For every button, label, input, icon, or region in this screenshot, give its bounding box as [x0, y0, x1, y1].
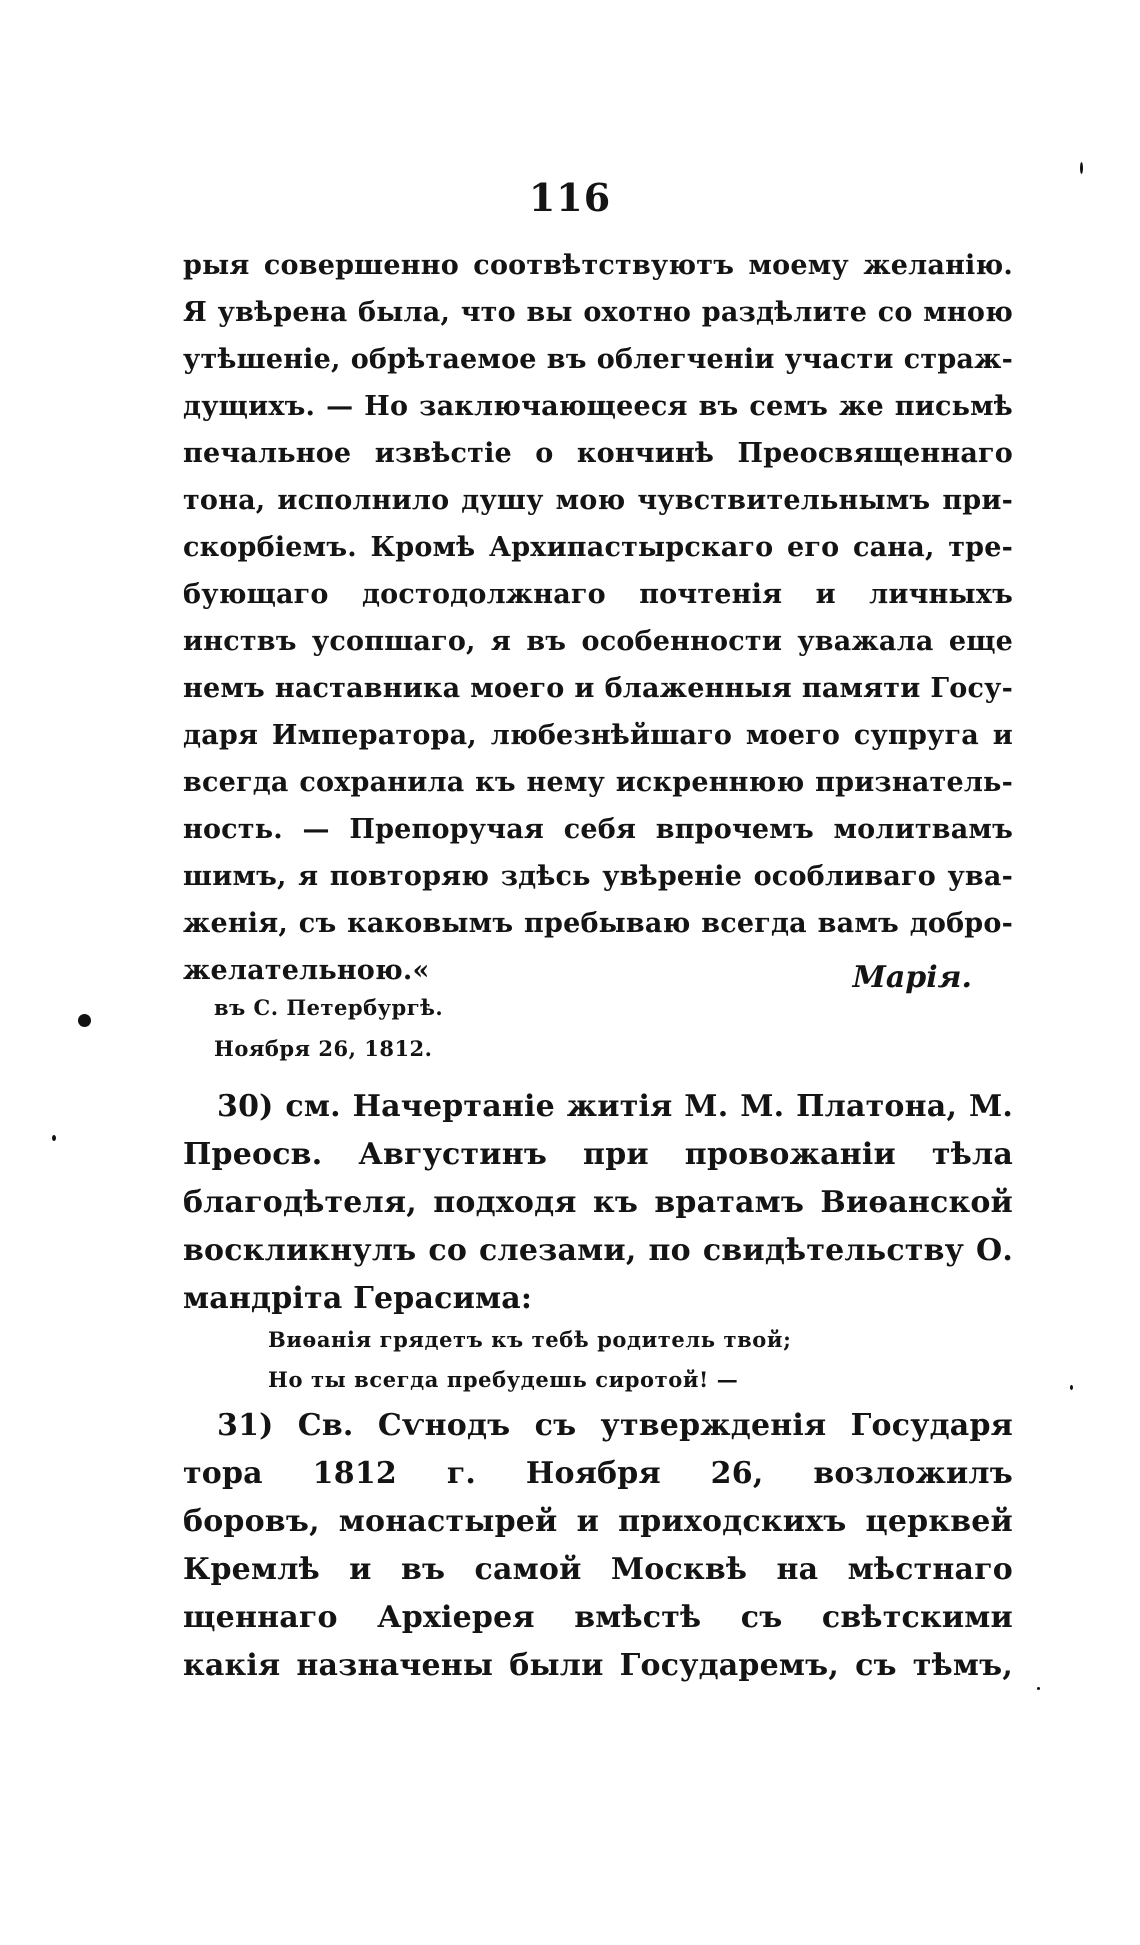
verse-quote: [268, 1320, 791, 1400]
text-line: всегда сохранила къ нему искреннюю признатель-: [183, 767, 1013, 798]
text-line: инствъ усопшаго, я въ особенности уважала еще: [183, 626, 1013, 657]
text-line: ность. — Препоручая себя впрочемъ молитвамъ: [183, 814, 1013, 845]
text-line: даря Императора, любезнѣйшаго моего супруга и: [183, 720, 1013, 751]
text-line: Я увѣрена была, что вы охотно раздѣлите со мною: [183, 297, 1013, 328]
footnote-31: [183, 1402, 1013, 1690]
text-line: немъ наставника моего и блаженныя памяти Госу-: [183, 673, 1013, 704]
place-date: [214, 987, 443, 1069]
verse-line: Но ты всегда пребудешь сиротой! —: [268, 1367, 739, 1392]
text-line: тона, исполнило душу мою чувствительнымъ при-: [183, 485, 1013, 516]
text-line: Преосв. Августинъ при провожаніи тѣла: [183, 1137, 1013, 1172]
scan-speck: [1080, 162, 1083, 174]
text-line: женія, съ каковымъ пребываю всегда вамъ добро-: [183, 908, 1013, 939]
text-line: шимъ, я повторяю здѣсь увѣреніе особливаго ува-: [183, 861, 1013, 892]
scan-speck: [1037, 1687, 1040, 1690]
text-line: бующаго достодолжнаго почтенія и личныхъ: [183, 579, 1013, 610]
text-line: дущихъ. — Но заключающееся въ семъ же письмѣ: [183, 391, 1013, 422]
text-line: печальное извѣстіе о кончинѣ Преосвященнаго: [183, 438, 1013, 469]
text-line: скорбіемъ. Кромѣ Архипастырскаго его сана, тре-: [183, 532, 1013, 563]
scan-speck: [78, 1014, 91, 1027]
date-line: Ноября 26, 1812.: [214, 1036, 433, 1061]
signature: Марія.: [852, 960, 972, 995]
text-line: желательною.«: [183, 955, 430, 986]
text-line: 30) см. Начертаніе житія М. М. Платона, М.: [217, 1089, 1013, 1124]
page-number: 116: [528, 175, 612, 220]
scan-speck: [1070, 1385, 1073, 1390]
text-line: какія назначены были Государемъ, съ тѣмъ,: [183, 1648, 1013, 1683]
text-line: Кремлѣ и въ самой Москвѣ на мѣстнаго: [183, 1552, 1013, 1587]
text-line: воскликнулъ со слезами, по свидѣтельству О.: [183, 1233, 1013, 1268]
text-line: мандріта Герасима:: [183, 1281, 533, 1316]
footnote-30: [183, 1083, 1013, 1323]
letter-body: [183, 242, 1013, 994]
text-line: благодѣтеля, подходя къ вратамъ Виѳанской: [183, 1185, 1013, 1220]
place-line: въ С. Петербургѣ.: [214, 995, 444, 1020]
text-line: 31) Св. Сѵнодъ съ утвержденія Государя: [217, 1408, 1013, 1443]
text-line: щеннаго Архіерея вмѣстѣ съ свѣтскими: [183, 1600, 1013, 1635]
text-line: утѣшеніе, обрѣтаемое въ облегченіи участи страж-: [183, 344, 1013, 375]
text-line: тора 1812 г. Ноября 26, возложилъ: [183, 1456, 1013, 1491]
scan-speck: [52, 1135, 56, 1141]
text-line: рыя совершенно соотвѣтствуютъ моему желанію.: [183, 250, 1013, 281]
verse-line: Виѳанія грядетъ къ тебѣ родитель твой;: [268, 1327, 792, 1352]
text-line: боровъ, монастырей и приходскихъ церквей: [183, 1504, 1013, 1539]
